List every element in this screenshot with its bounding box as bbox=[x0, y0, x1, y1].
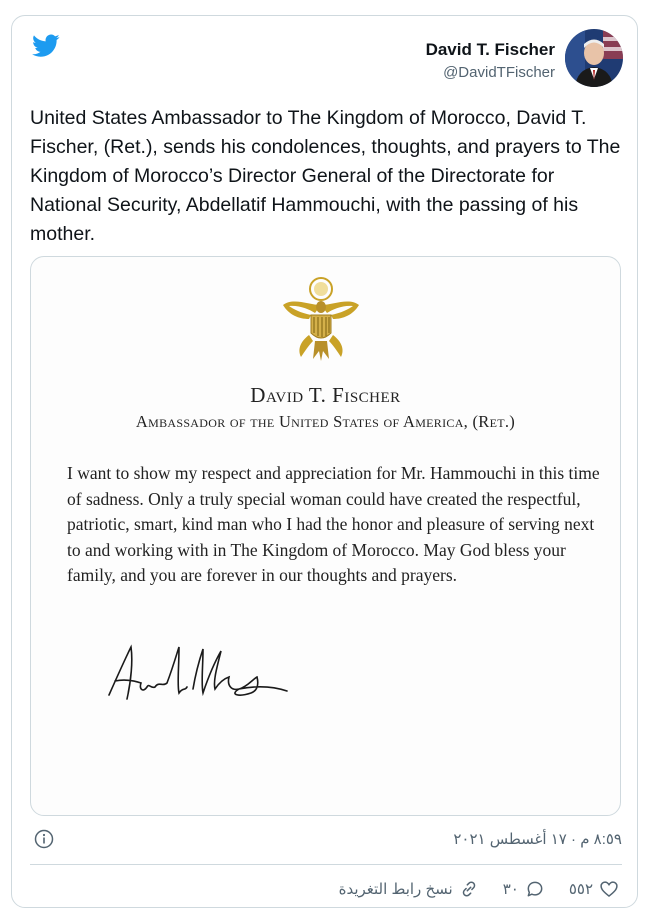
like-count: ٥٥٢ bbox=[568, 881, 593, 898]
tweet-text: United States Ambassador to The Kingdom of Morocco, David T. Fischer, (Ret.), sends his condolences, thoughts, and prayers to The Kingdom of Morocco’s Director General of the Directorate for National Security, Abdellatif Hammouchi, with the passing of his mother. bbox=[30, 107, 621, 245]
info-icon[interactable] bbox=[34, 829, 54, 849]
eagle-seal-icon bbox=[279, 275, 363, 365]
heart-icon bbox=[599, 879, 619, 899]
author-name[interactable]: David T. Fischer bbox=[425, 40, 555, 59]
divider bbox=[30, 864, 622, 865]
copy-link-label: نسخ رابط التغريدة bbox=[338, 881, 453, 898]
signature-icon bbox=[89, 637, 299, 717]
reply-icon bbox=[525, 879, 545, 899]
meta-row bbox=[30, 826, 622, 854]
action-bar bbox=[339, 874, 619, 904]
copy-link-button[interactable] bbox=[339, 879, 479, 899]
link-icon bbox=[459, 879, 479, 899]
tweet-image-letter[interactable] bbox=[30, 256, 621, 816]
author-block[interactable] bbox=[426, 40, 555, 84]
timestamp[interactable]: ٨:٥٩ م · ١٧ أغسطس ٢٠٢١ bbox=[453, 831, 622, 848]
avatar[interactable] bbox=[565, 29, 623, 87]
like-button[interactable] bbox=[569, 879, 619, 899]
tweet-card bbox=[11, 15, 638, 908]
letter-body: I want to show my respect and appreciation for Mr. Hammouchi in this time of sadness. Only a truly special woman could have created the respectful, patriotic, smart, kind man who I had the honor and pleasure of serving next to and working with in The Kingdom of Morocco. May God bless your family, and you are forever in our thoughts and prayers. bbox=[67, 463, 600, 585]
reply-count: ٣٠ bbox=[502, 881, 519, 898]
author-handle[interactable]: @DavidTFischer bbox=[443, 64, 555, 81]
letter-title: Ambassador of the United States of America, (Ret.) bbox=[135, 412, 516, 431]
letter-name: David T. Fischer bbox=[250, 383, 401, 407]
twitter-bird-icon[interactable] bbox=[32, 34, 60, 58]
reply-button[interactable] bbox=[503, 879, 545, 899]
